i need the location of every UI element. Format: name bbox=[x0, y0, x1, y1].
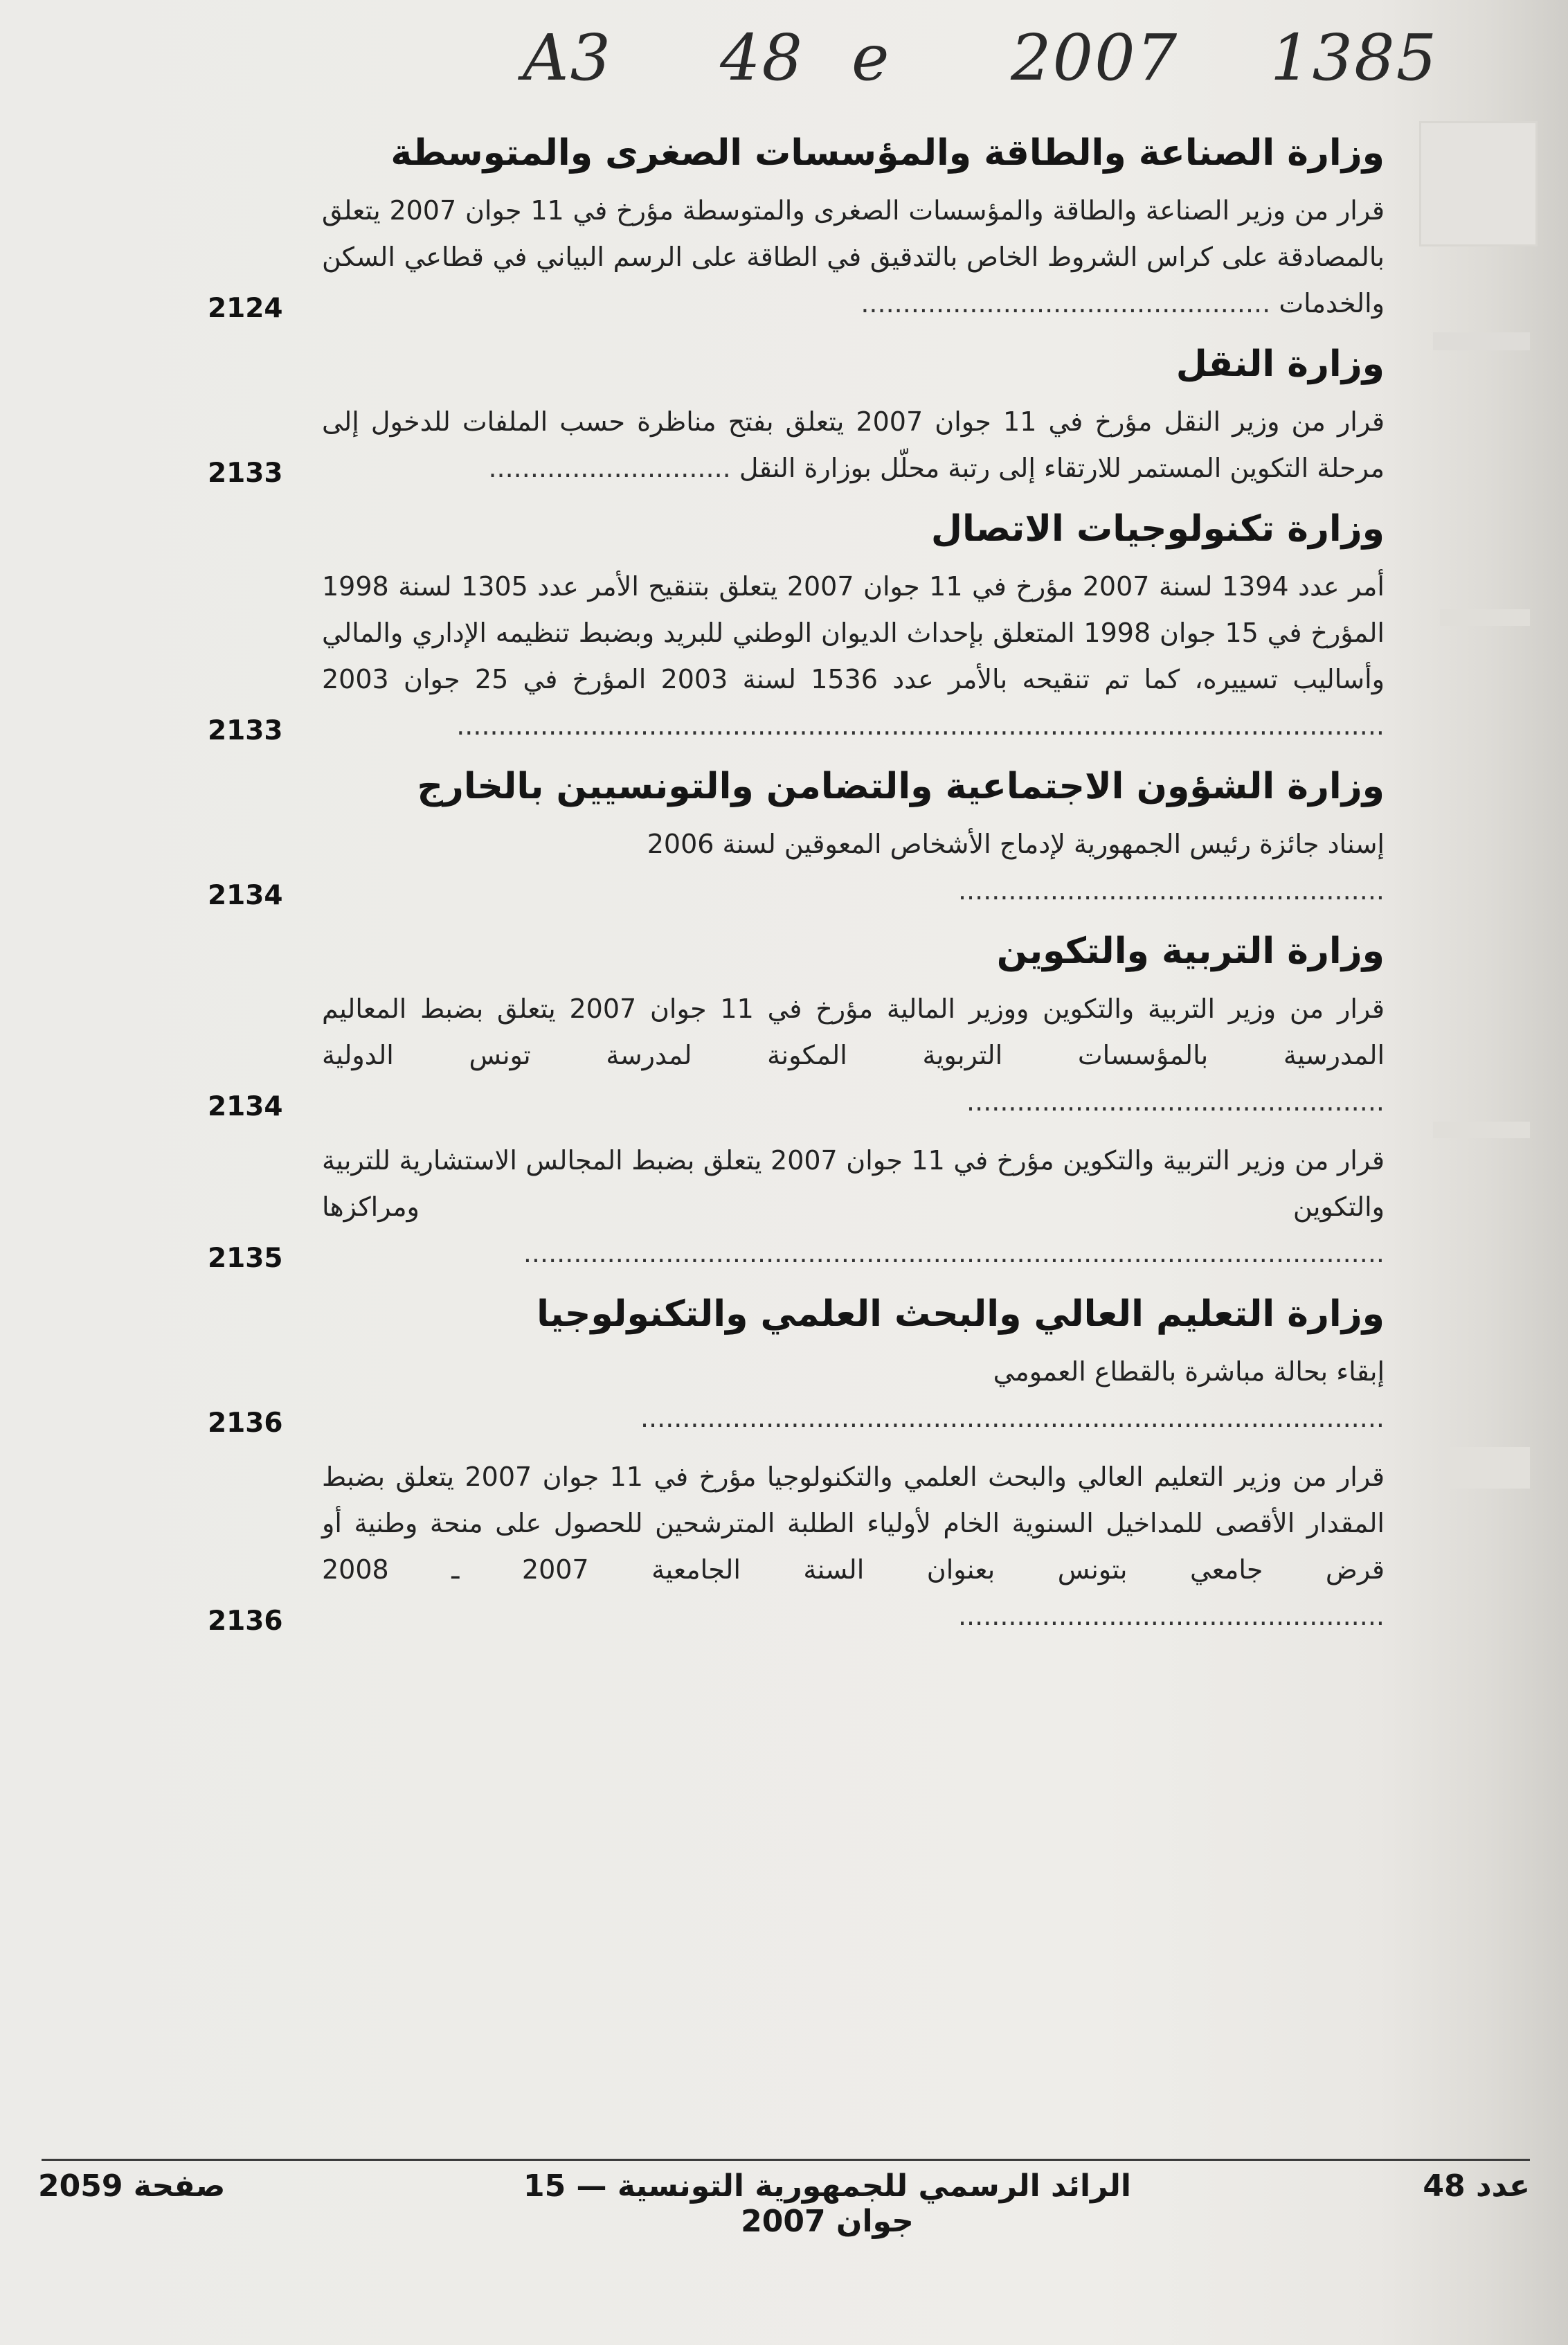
toc-section bbox=[208, 762, 1385, 914]
toc-entry[interactable] bbox=[208, 1349, 1385, 1441]
entry-page-number: 2133 bbox=[208, 458, 283, 489]
footer-rule bbox=[42, 2159, 1530, 2161]
entry-title: إبقاء بحالة مباشرة بالقطاع العمومي bbox=[993, 1356, 1385, 1387]
handwritten-year: 2007 bbox=[1011, 21, 1179, 95]
entry-text bbox=[322, 1138, 1385, 1277]
leader-dots: ................................................... bbox=[957, 1601, 1385, 1631]
entry-page-number: 2134 bbox=[208, 1091, 283, 1122]
leader-dots: ............................................................................................................... bbox=[456, 710, 1385, 741]
toc-entry[interactable] bbox=[208, 821, 1385, 914]
table-of-contents bbox=[208, 128, 1385, 1652]
toc-entry[interactable] bbox=[208, 1138, 1385, 1277]
section-heading: وزارة الشؤون الاجتماعية والتضامن والتونسيين بالخارج bbox=[417, 766, 1385, 807]
entry-text bbox=[322, 986, 1385, 1125]
entry-page-number: 2135 bbox=[208, 1243, 283, 1274]
handwritten-a3: A3 bbox=[523, 21, 612, 95]
entry-title: أمر عدد 1394 لسنة 2007 مؤرخ في 11 جوان 2007 يتعلق بتنقيح الأمر عدد 1305 لسنة 1998 المؤرخ في 15 جوان 1998 المتعلق بإحداث الديوان الوطني للبريد وبضبط تنظيمه الإداري والمالي وأساليب تسييره، كما تم تنقيحه بالأمر عدد 1536 لسنة 2003 المؤرخ في 25 جوان 2003 bbox=[322, 571, 1385, 694]
toc-section bbox=[208, 504, 1385, 749]
entry-text bbox=[322, 564, 1385, 749]
entry-text bbox=[322, 1349, 1385, 1441]
leader-dots: ......................................................................................... bbox=[640, 1403, 1385, 1433]
entry-title: قرار من وزير الصناعة والطاقة والمؤسسات الصغرى والمتوسطة مؤرخ في 11 جوان 2007 يتعلق بالمصادقة على كراس الشروط الخاص بالتدقيق في الطاقة على الرسم البياني في قطاعي السكن والخدمات bbox=[322, 195, 1385, 318]
toc-entry[interactable] bbox=[208, 1454, 1385, 1639]
entry-title: قرار من وزير التربية والتكوين ووزير المالية مؤرخ في 11 جوان 2007 يتعلق بضبط المعاليم المدرسية بالمؤسسات التربوية المكونة لمدرسة تونس الدولية bbox=[322, 994, 1385, 1070]
section-heading: وزارة تكنولوجيات الاتصال bbox=[930, 508, 1385, 550]
entry-text bbox=[322, 399, 1385, 492]
toc-entry[interactable] bbox=[208, 986, 1385, 1125]
footer-issue-number: عدد 48 bbox=[1423, 2168, 1530, 2204]
entry-text bbox=[322, 1454, 1385, 1639]
leader-dots: ................................................... bbox=[957, 875, 1385, 906]
bleed-through-mark bbox=[1447, 1447, 1530, 1489]
toc-section bbox=[208, 128, 1385, 327]
bleed-through-mark bbox=[1440, 609, 1530, 626]
toc-entry[interactable] bbox=[208, 399, 1385, 492]
leader-dots: .................................................. bbox=[966, 1086, 1385, 1117]
bleed-through-mark bbox=[1433, 332, 1530, 350]
toc-section bbox=[208, 926, 1385, 1277]
handwritten-e: e bbox=[851, 21, 891, 95]
entry-page-number: 2136 bbox=[208, 1408, 283, 1439]
entry-title: قرار من وزير النقل مؤرخ في 11 جوان 2007 يتعلق بفتح مناظرة حسب الملفات للدخول إلى مرحلة التكوين المستمر للارتقاء إلى رتبة محلّل بوزارة النقل bbox=[322, 406, 1385, 483]
toc-entry[interactable] bbox=[208, 564, 1385, 749]
footer-journal-title: الرائد الرسمي للجمهورية التونسية — 15 جوان 2007 bbox=[523, 2168, 1132, 2239]
entry-title: قرار من وزير التربية والتكوين مؤرخ في 11 جوان 2007 يتعلق بضبط المجالس الاستشارية للتربية والتكوين ومراكزها bbox=[322, 1145, 1385, 1222]
toc-entry[interactable] bbox=[208, 188, 1385, 327]
bleed-through-mark bbox=[1433, 1122, 1530, 1138]
entry-text bbox=[322, 188, 1385, 327]
entry-page-number: 2124 bbox=[208, 293, 283, 324]
leader-dots: ................................................. bbox=[860, 288, 1271, 318]
entry-title: قرار من وزير التعليم العالي والبحث العلمي والتكنولوجيا مؤرخ في 11 جوان 2007 يتعلق بضبط المقدار الأقصى للمداخيل السنوية الخام لأولياء الطلبة المترشحين للحصول على منحة وطنية أو قرض جامعي بتونس بعنوان السنة الجامعية 2007 ـ 2008 bbox=[322, 1462, 1385, 1585]
leader-dots: ....................................................................................................... bbox=[523, 1238, 1385, 1268]
handwritten-1385: 1385 bbox=[1270, 21, 1439, 95]
entry-page-number: 2136 bbox=[208, 1606, 283, 1637]
toc-section bbox=[208, 1289, 1385, 1639]
entry-page-number: 2134 bbox=[208, 880, 283, 911]
leader-dots: ............................. bbox=[488, 453, 731, 483]
entry-text bbox=[322, 821, 1385, 914]
entry-page-number: 2133 bbox=[208, 715, 283, 746]
toc-section bbox=[208, 339, 1385, 492]
entry-title: إسناد جائزة رئيس الجمهورية لإدماج الأشخاص المعوقين لسنة 2006 bbox=[647, 829, 1385, 859]
footer-page-number: صفحة 2059 bbox=[38, 2168, 226, 2204]
bleed-through-box bbox=[1419, 121, 1538, 246]
section-heading: وزارة النقل bbox=[1175, 343, 1385, 385]
section-heading: وزارة الصناعة والطاقة والمؤسسات الصغرى والمتوسطة bbox=[390, 132, 1385, 174]
section-heading: وزارة التعليم العالي والبحث العلمي والتكنولوجيا bbox=[537, 1293, 1385, 1335]
section-heading: وزارة التربية والتكوين bbox=[996, 931, 1385, 972]
handwritten-48: 48 bbox=[720, 21, 804, 95]
